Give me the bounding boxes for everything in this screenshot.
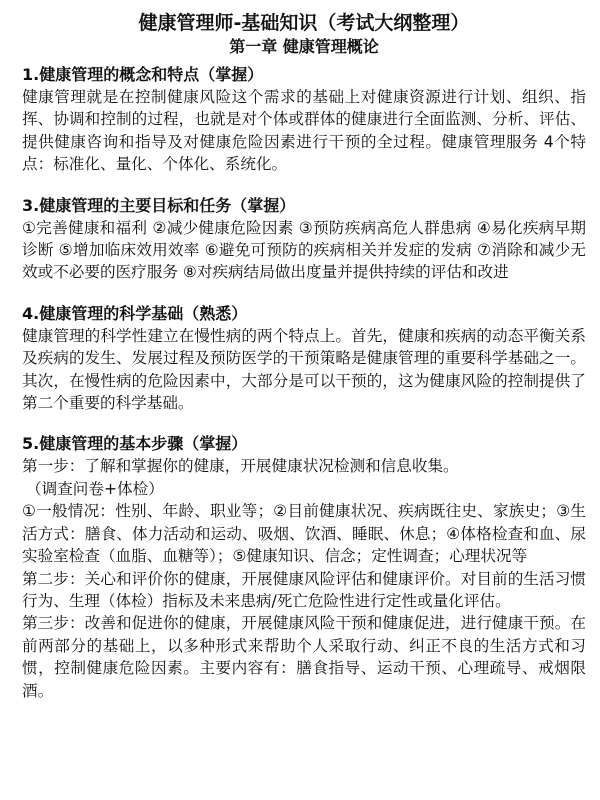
section-paragraph: 健康管理的科学性建立在慢性病的两个特点上。首先，健康和疾病的动态平衡关系及疾病的发生、发展过程及预防医学的干预策略是健康管理的重要科学基础之一。其次，在慢性病的危险因素中，大部分是可以干预的，这为健康风险的控制提供了第二个重要的科学基础。: [22, 326, 586, 413]
section-goals: [22, 195, 586, 284]
section-heading: 3.健康管理的主要目标和任务（掌握）: [22, 195, 296, 215]
section-concept: [22, 64, 586, 176]
step-three-paragraph: 第三步：改善和促进你的健康，开展健康风险干预和健康促进，进行健康干预。在前两部分的基础上，以多种形式来帮助个人采取行动、纠正不良的生活方式和习惯，控制健康危险因素。主要内容有：膳食指导、运动干预、心理疏导、戒烟限酒。: [22, 614, 586, 700]
step-one-details: ①一般情况：性别、年龄、职业等；②目前健康状况、疾病既往史、家族史；③生活方式：膳食、体力活动和运动、吸烟、饮酒、睡眠、休息；④体格检查和血、尿实验室检查（血脂、血糖等）；⑤健康知识、信念；定性调查；心理状况等: [22, 502, 586, 566]
section-heading: 4.健康管理的科学基础（熟悉）: [22, 303, 248, 323]
section-steps: [22, 433, 586, 701]
document-title: 健康管理师-基础知识（考试大纲整理）: [138, 12, 470, 34]
step-two-paragraph: 第二步：关心和评价你的健康，开展健康风险评估和健康评价。对目前的生活习惯行为、生理（体检）指标及未来患病/死亡危险性进行定性或量化评估。: [22, 569, 586, 610]
step-one-note: （调查问卷+体检）: [26, 479, 164, 498]
chapter-title: 第一章 健康管理概论: [229, 37, 379, 56]
step-one-paragraph: 第一步：了解和掌握你的健康，开展健康状况检测和信息收集。: [22, 457, 459, 476]
section-heading: 1.健康管理的概念和特点（掌握）: [22, 65, 264, 84]
section-paragraph: 健康管理就是在控制健康风险这个需求的基础上对健康资源进行计划、组织、指挥、协调和控制的过程，也就是对个体或群体的健康进行全面监测、分析、评估、提供健康咨询和指导及对健康危险因素进行干预的全过程。健康管理服务 4个特点：标准化、量化、个体化、系统化。: [22, 88, 586, 174]
section-paragraph: ①完善健康和福利 ②减少健康危险因素 ③预防疾病高危人群患病 ④易化疾病早期诊断 ⑤增加临床效用效率 ⑥避免可预防的疾病相关并发症的发病 ⑦消除和减少无效或不必要的医疗服务 ⑧对疾病结局做出度量并提供持续的评估和改进: [22, 218, 586, 282]
section-scientific-basis: [22, 303, 586, 415]
section-heading: 5.健康管理的基本步骤（掌握）: [22, 434, 248, 454]
